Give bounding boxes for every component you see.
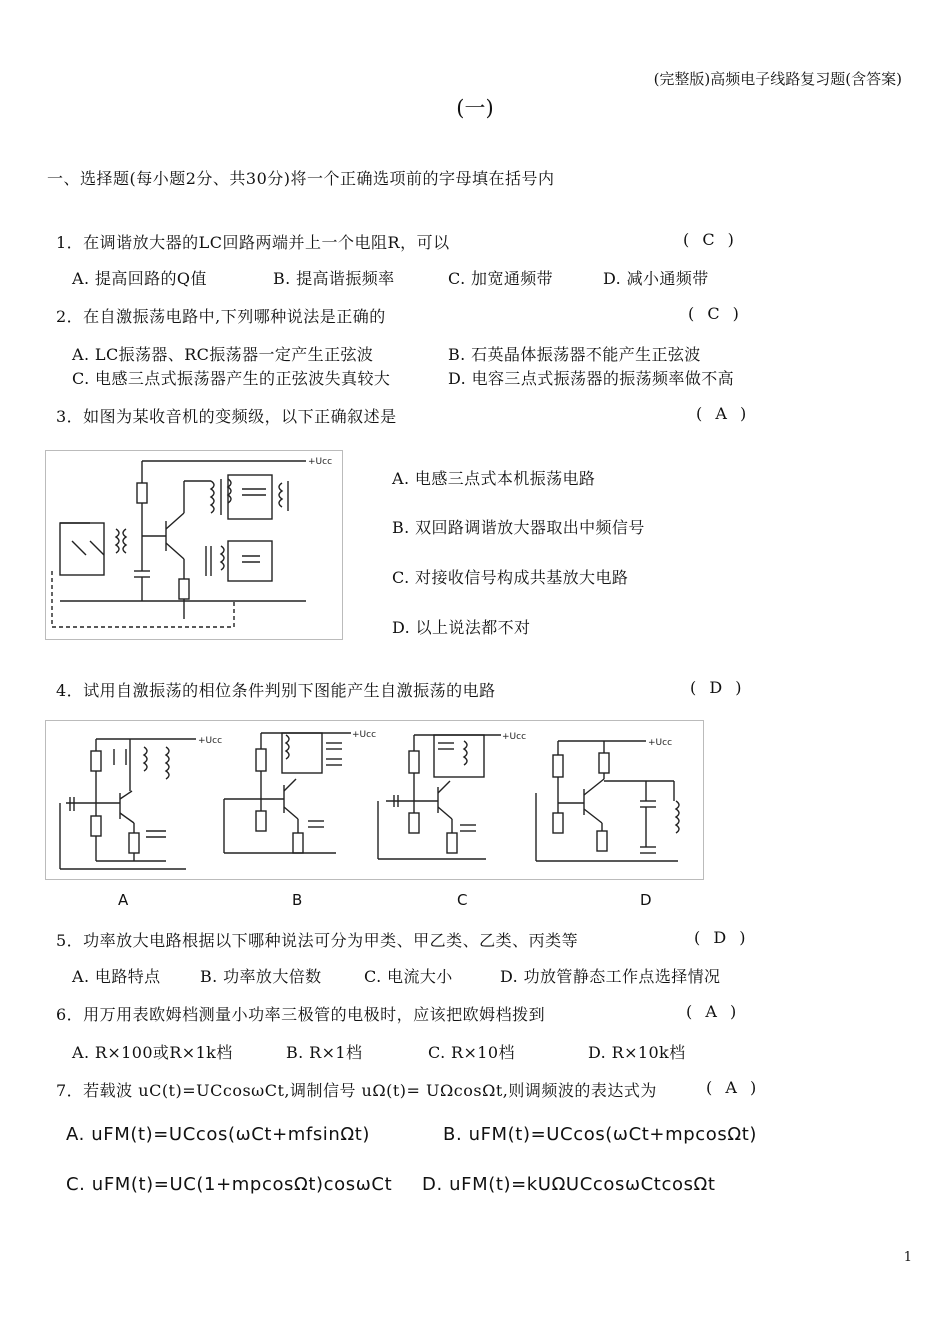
question-1-answer: ( C ) bbox=[683, 230, 738, 249]
q3-option-d: D. 以上说法都不对 bbox=[392, 618, 531, 637]
q4-figure-label-a: A bbox=[118, 891, 129, 909]
q6-option-c: C. R×10档 bbox=[428, 1043, 515, 1062]
q4-c-vcc-label: +Ucc bbox=[502, 732, 527, 742]
q4-figure-label-d: D bbox=[640, 891, 652, 909]
q4-d-vcc-label: +Ucc bbox=[648, 738, 673, 748]
question-4-answer: ( D ) bbox=[690, 678, 746, 697]
page-number: 1 bbox=[903, 1250, 912, 1265]
q6-option-a: A. R×100或R×1k档 bbox=[72, 1043, 233, 1062]
question-7-stem: 7．若载波 uC(t)=UCcosωCt,调制信号 uΩ(t)= UΩcosΩt,则调频波的表达式为 bbox=[56, 1081, 657, 1100]
q3-vcc-label: +Ucc bbox=[308, 457, 333, 467]
q7-option-c: C. uFM(t)=UC(1+mpcosΩt)cosωCt bbox=[66, 1174, 393, 1195]
q4-circuit-b bbox=[224, 730, 376, 853]
q4-figure-label-c: C bbox=[457, 891, 468, 909]
q5-option-b: B. 功率放大倍数 bbox=[200, 967, 322, 986]
question-3-stem: 3．如图为某收音机的变频级，以下正确叙述是 bbox=[56, 407, 397, 426]
q7-option-a: A. uFM(t)=UCcos(ωCt+mfsinΩt) bbox=[66, 1124, 371, 1145]
q4-circuit-c bbox=[378, 732, 526, 859]
question-3-answer: ( A ) bbox=[696, 404, 751, 423]
q6-option-d: D. R×10k档 bbox=[588, 1043, 686, 1062]
q4-circuit-d bbox=[536, 738, 679, 861]
q5-option-c: C. 电流大小 bbox=[364, 967, 453, 986]
question-4-stem: 4．试用自激振荡的相位条件判别下图能产生自激振荡的电路 bbox=[56, 681, 496, 700]
q3-receiver-mixer-circuit bbox=[45, 450, 343, 640]
q4-a-vcc-label: +Ucc bbox=[198, 736, 223, 746]
q1-option-a: A. 提高回路的Q值 bbox=[72, 269, 207, 288]
q3-option-a: A. 电感三点式本机振荡电路 bbox=[392, 469, 596, 488]
q5-option-d: D. 功放管静态工作点选择情况 bbox=[500, 967, 721, 986]
question-6-stem: 6．用万用表欧姆档测量小功率三极管的电极时，应该把欧姆档拨到 bbox=[56, 1005, 546, 1024]
q2-option-b: B. 石英晶体振荡器不能产生正弦波 bbox=[448, 345, 701, 364]
q2-option-d: D. 电容三点式振荡器的振荡频率做不高 bbox=[448, 369, 735, 388]
q4-oscillator-circuits bbox=[45, 720, 704, 880]
q1-option-c: C. 加宽通频带 bbox=[448, 269, 554, 288]
q7-option-d: D. uFM(t)=kUΩUCcosωCtcosΩt bbox=[422, 1174, 716, 1195]
q4-b-vcc-label: +Ucc bbox=[352, 730, 377, 740]
q2-option-c: C. 电感三点式振荡器产生的正弦波失真较大 bbox=[72, 369, 391, 388]
section-number: (一) bbox=[456, 96, 494, 120]
q1-option-b: B. 提高谐振频率 bbox=[273, 269, 395, 288]
q2-option-a: A. LC振荡器、RC振荡器一定产生正弦波 bbox=[72, 345, 374, 364]
document-header-title: (完整版)高频电子线路复习题(含答案) bbox=[653, 70, 902, 88]
question-2-stem: 2．在自激振荡电路中,下列哪种说法是正确的 bbox=[56, 307, 386, 326]
question-1-stem: 1．在调谐放大器的LC回路两端并上一个电阻R，可以 bbox=[56, 233, 450, 252]
question-5-answer: ( D ) bbox=[694, 928, 750, 947]
question-7-answer: ( A ) bbox=[706, 1078, 761, 1097]
q1-option-d: D. 减小通频带 bbox=[603, 269, 709, 288]
question-6-answer: ( A ) bbox=[686, 1002, 741, 1021]
q3-option-c: C. 对接收信号构成共基放大电路 bbox=[392, 568, 629, 587]
section-title: 一、选择题(每小题2分、共30分)将一个正确选项前的字母填在括号内 bbox=[47, 169, 555, 188]
question-5-stem: 5．功率放大电路根据以下哪种说法可分为甲类、甲乙类、乙类、丙类等 bbox=[56, 931, 579, 950]
q4-figure-label-b: B bbox=[292, 891, 303, 909]
q7-option-b: B. uFM(t)=UCcos(ωCt+mpcosΩt) bbox=[443, 1124, 757, 1145]
q3-option-b: B. 双回路调谐放大器取出中频信号 bbox=[392, 518, 645, 537]
q4-circuit-a bbox=[60, 736, 222, 869]
question-2-answer: ( C ) bbox=[688, 304, 743, 323]
q5-option-a: A. 电路特点 bbox=[72, 967, 161, 986]
q6-option-b: B. R×1档 bbox=[286, 1043, 363, 1062]
